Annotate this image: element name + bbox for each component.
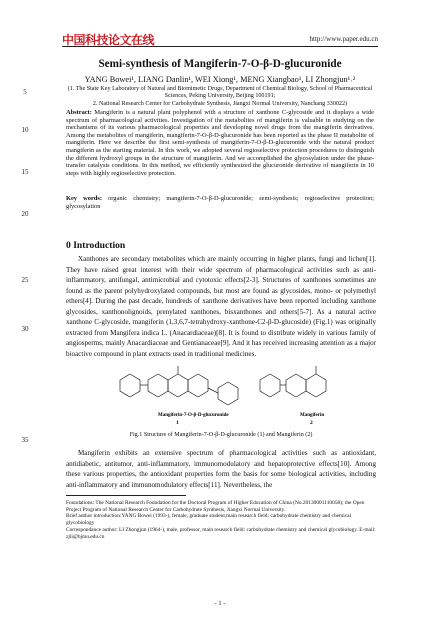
abstract-text: Mangiferin is a natural plant polyphenol with a structure of xanthone C-glycoside and it displays a wide spectrum of pharmacological activities. Investigation of the metabolites of mangiferin is valuable in studying on the mechanisms of its various pharmacological properties and developing novel drugs from the mangiferin derivatives. Among the metabolites of mangiferin, mangiferin-7-O-β-D-glucuronide has been reported as the phase II metabolite of mangiferin. Here we describe the first semi-synthesis of mangiferin-7-O-β-D-glucuronide with the natural product mangiferin as the starting material. In this work, we adopted several regioselective protection procedures to distinguish the different hydroxyl groups in the structure of mangiferin. And we accomplished the glycosylation under the phase-transfer catalysis conditions. In this method, we efficiently synthesized the glucuronide derivative of mangiferin in 10 steps with highly regioselective protection.	[66, 109, 374, 177]
paper-title: Semi-synthesis of Mangiferin-7-O-β-D-glucuronide	[98, 58, 342, 70]
xanthone-ring-c	[188, 374, 208, 397]
page-number: - 1 -	[214, 600, 226, 607]
footnote-rule	[66, 495, 186, 496]
glucose-ring	[120, 374, 140, 397]
intro-paragraph-2	[66, 448, 376, 490]
line-number: 20	[21, 210, 29, 218]
journal-logo: 中国科技论文在线	[62, 33, 155, 47]
affiliation-2: 2. National Research Center for Carbohydrate Synthesis, Jiangxi Normal University, Nanchang 330022)	[92, 101, 348, 107]
structure-figure	[110, 358, 340, 428]
line-number: 30	[21, 325, 29, 333]
paper-authors: YANG Bowei¹, LIANG Danlin¹, WEI Xiong¹, MENG Xiangbao¹, LI Zhongjun¹˒²	[84, 75, 356, 84]
xanthone-ring-b	[168, 374, 188, 397]
line-number: 35	[21, 436, 29, 444]
line-number: 10	[21, 126, 29, 134]
figure-num-2: 2	[310, 420, 313, 426]
footnotes	[66, 500, 376, 540]
section-heading: 0 Introduction	[66, 240, 126, 251]
figure-label-1: Mangiferin-7-O-β-D-glucuronide	[158, 413, 229, 418]
abstract-label: Abstract:	[66, 109, 92, 116]
keywords-label: Key words:	[66, 195, 102, 202]
footnote-correspondence: Correspondance author: LI Zhongjun (1964-), male, professor, main research field: carbohydrate chemistry and chemical glycobiology. E-mail: zjli@bjmu.edu.cn	[66, 526, 376, 540]
figure-num-1: 1	[176, 420, 179, 426]
figure-caption: Fig.1 Structure of Mangiferin-7-O-β-D-glucuronide (1) and Mangiferin (2)	[129, 432, 313, 438]
footnote-foundations: Foundations: The National Research Foundation for the Doctoral Program of Higher Education of China (No.20130001110058); the Open Project Program of National Research Center for Carbohydrate Synthesis, Jiangxi Normal University.	[66, 500, 365, 513]
xanthone-ring-a-2	[286, 374, 306, 397]
intro-paragraph-1	[66, 254, 376, 359]
affiliation-1: (1. The State Key Laboratory of Natural and Biomimetic Drugs, Department of Chemical Biology, School of Pharmaceutical Sciences, Peking University, Beijing 100191;	[67, 86, 373, 100]
line-number: 25	[21, 276, 29, 284]
glucuronide-ring	[218, 382, 238, 405]
header-url[interactable]: http://www.paper.edu.cn	[309, 35, 378, 43]
header-rule	[62, 46, 378, 47]
keywords	[66, 195, 374, 210]
intro-paragraph-1-text: Xanthones are secondary metabolites which are mainly occurring in higher plants, fungi and lichen[1]. They have raised great interest with their wide spectrum of pharmacological activities such as anti-inflammatory, antifungal, antimicrobial and cytotoxic effects[2-3]. Structures of xanthones sometimes are found as the parent polyhydroxylated compounds, but most are found as glycosides, mono- or polymethyl ethers[4]. During the past decade, hundreds of xanthone derivatives have been reported including xanthone glycosides, xanthonolignoids, prenylated xanthones, bisxanthones and others[5-7]. As a natural active xanthone C-glycoside, mangiferin (1,3,6,7-tetrahydroxy-xanthone-C2-β-D-glucoside) (Fig.1) was originally extracted from Mangifera indica L. (Anacardiaceae)[8]. It is found to distribute widely in various family of angiosperms, mainly Anacardiaceae and Gentianaceae[9]. And it has received increasing attention as a major bioactive compound in plant extracts used in traditional medicines.	[66, 255, 376, 358]
glucose-ring-2	[260, 374, 280, 397]
footnote-author: Brief author introduction:YANG Bowei (1993-), female, graduate student,main research field: carbohydrate chemistry and chemical glycobiology	[66, 513, 352, 527]
xanthone-ring-a	[148, 374, 168, 397]
keywords-text: organic chemistry; mangiferin-7-O-β-D-glucuronide; semi-synthesis; regioselective protection; glycosylation	[66, 195, 374, 210]
xanthone-ring-b-2	[306, 374, 326, 397]
line-number: 5	[23, 88, 27, 96]
page-header	[0, 0, 440, 50]
line-number: 15	[21, 168, 29, 176]
figure-label-2: Mangiferin	[300, 413, 325, 418]
abstract	[66, 109, 374, 177]
intro-paragraph-2-text: Mangiferin exhibits an extensive spectrum of pharmacological activities such as antioxidant, antidiabetic, antitumor, anti-inflammatory, immunomodulatory and hepatoprotective effects[10]. Among these various properties, the antioxidant properties form the basis for some biological activities, including anti-inflammatory and immunomodulatory effects[11]. Nevertheless, the	[66, 449, 376, 489]
